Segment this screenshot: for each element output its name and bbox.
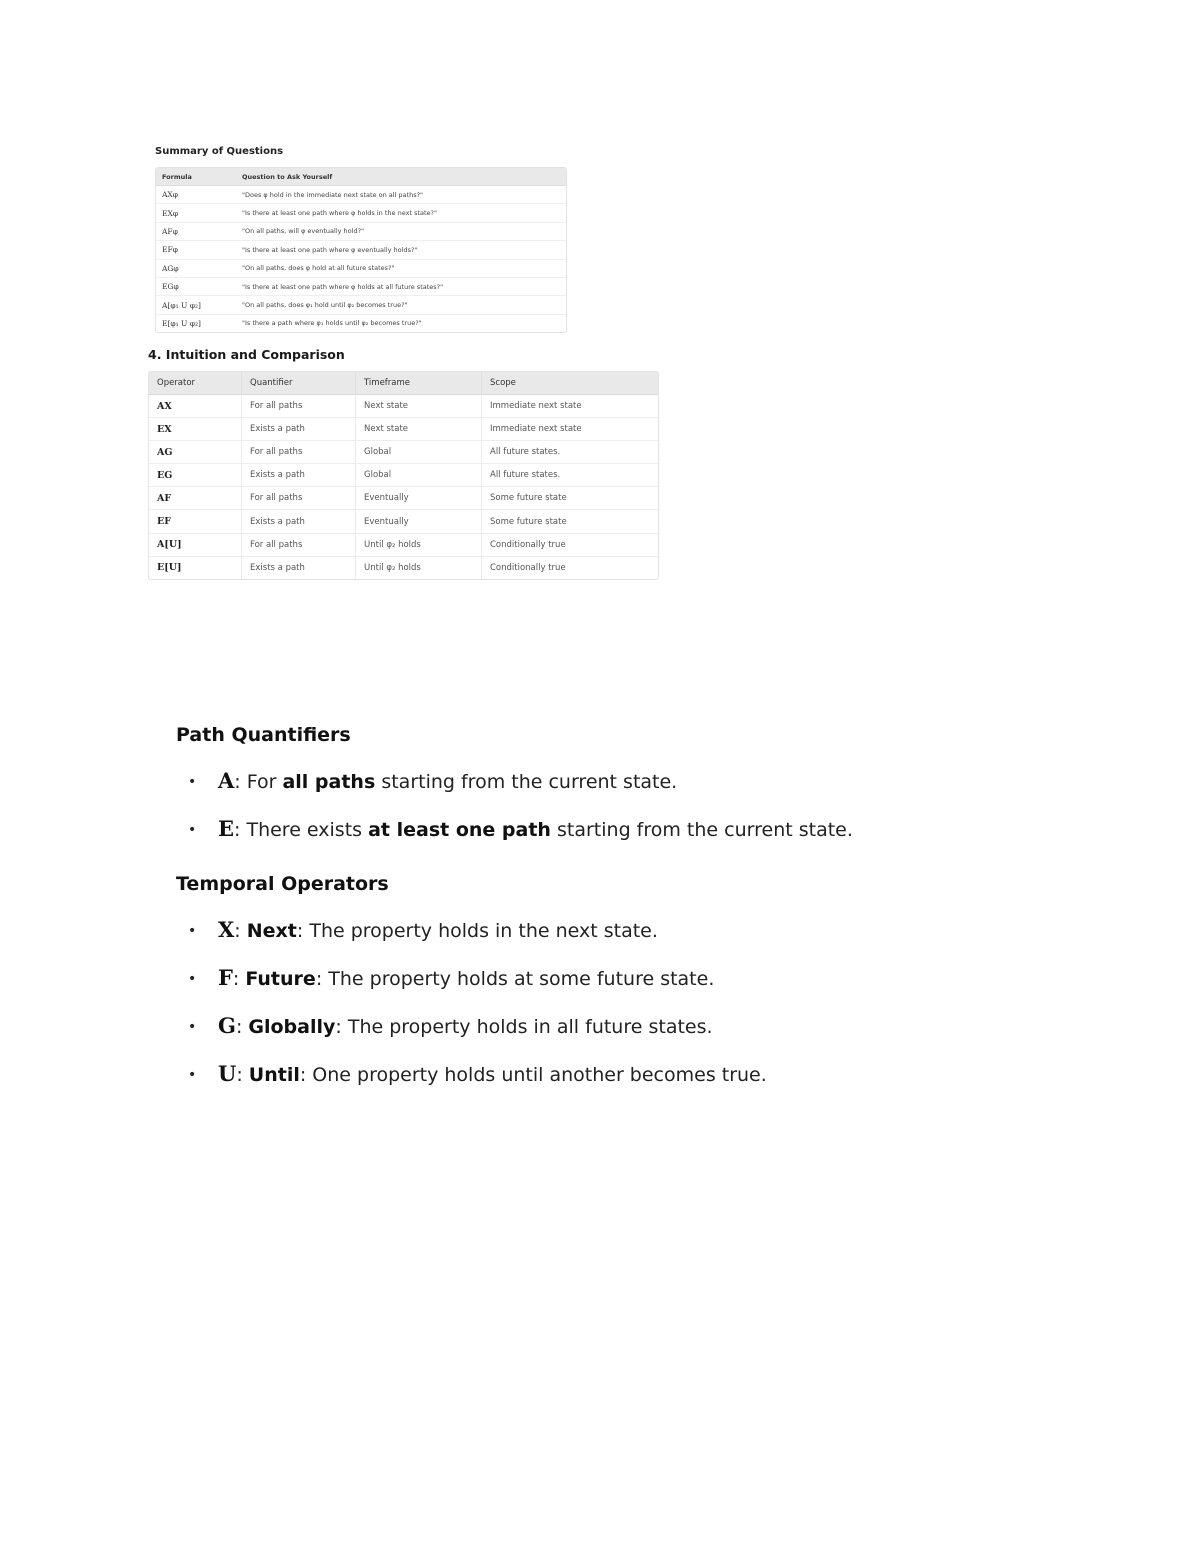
operator-cell: EG: [149, 464, 241, 487]
table-row: [149, 557, 658, 579]
item-bold-term: all paths: [282, 771, 376, 793]
symbol: X: [218, 917, 235, 942]
bullet: •: [188, 1019, 197, 1035]
list-item: [188, 816, 853, 841]
operator-cell: E[U]: [157, 562, 182, 574]
item-bold-term: Next: [246, 920, 297, 942]
scope-cell: Conditionally true: [481, 534, 658, 557]
quantifier-cell: For all paths: [241, 487, 355, 510]
item-text: : For: [234, 771, 283, 793]
table-row: [156, 315, 566, 332]
operator-cell: EX: [149, 418, 241, 441]
item-text: :: [234, 920, 247, 942]
quantifier-cell: Exists a path: [241, 418, 355, 441]
summary-table: [155, 167, 567, 333]
item-bold-term: Globally: [248, 1016, 336, 1038]
item-bold-term: at least one path: [368, 819, 551, 841]
section-heading: 4. Intuition and Comparison: [148, 347, 345, 362]
table-row: [149, 395, 658, 418]
item-text: :: [232, 968, 246, 990]
scope-cell: Immediate next state: [481, 418, 658, 441]
question-cell: "Does φ hold in the immediate next state on all paths?": [236, 186, 566, 204]
column-header: Quantifier: [241, 372, 355, 395]
timeframe-cell: Next state: [355, 418, 481, 441]
symbol: F: [218, 965, 233, 990]
table-row: [156, 260, 566, 278]
operator-cell: AG: [149, 441, 241, 464]
bullet: •: [188, 971, 197, 987]
scope-cell: Conditionally true: [481, 557, 658, 579]
bullet: •: [188, 774, 197, 790]
list-item: [188, 768, 677, 793]
table-row: [149, 441, 658, 464]
scope-cell: All future states.: [481, 464, 658, 487]
scope-cell: Immediate next state: [481, 395, 658, 418]
operator-cell: EF: [149, 510, 241, 533]
formula-cell: A[φ₁ U φ₂]: [156, 296, 236, 314]
formula-cell: AFφ: [156, 223, 236, 241]
bullet: •: [188, 1067, 197, 1083]
question-cell: "Is there a path where φ₁ holds until φ₂ becomes true?": [242, 319, 422, 328]
item-text: : There exists: [234, 819, 369, 841]
operator-cell: A[U]: [149, 534, 241, 557]
path-quantifiers-heading: Path Quantifiers: [176, 724, 351, 746]
table-row: [156, 204, 566, 222]
comparison-table: [148, 371, 659, 580]
table-row: [156, 278, 566, 296]
list-item: [188, 1013, 713, 1038]
bullet: •: [188, 923, 197, 939]
item-text: : One property holds until another becomes true.: [299, 1064, 767, 1086]
table-row: [156, 223, 566, 241]
quantifier-cell: Exists a path: [241, 464, 355, 487]
timeframe-cell: Until φ₂ holds: [355, 534, 481, 557]
formula-cell: AGφ: [156, 260, 236, 278]
table-row: [149, 534, 658, 557]
scope-cell: Some future state: [481, 487, 658, 510]
table-row: [149, 418, 658, 441]
item-text: :: [235, 1016, 249, 1038]
quantifier-cell: For all paths: [241, 534, 355, 557]
table-header-row: [149, 372, 658, 395]
table-row: [156, 296, 566, 314]
quantifier-cell: Exists a path: [241, 557, 355, 579]
item-bold-term: Until: [248, 1064, 300, 1086]
list-item: [188, 1061, 767, 1086]
table-row: [156, 186, 566, 204]
operator-cell: AX: [149, 395, 241, 418]
table-row: [156, 241, 566, 259]
table-row: [149, 464, 658, 487]
timeframe-cell: Next state: [355, 395, 481, 418]
formula-cell: EGφ: [156, 278, 236, 296]
list-item: [188, 917, 658, 942]
scope-cell: All future states.: [481, 441, 658, 464]
column-header: Question to Ask Yourself: [236, 168, 566, 186]
scope-cell: Some future state: [481, 510, 658, 533]
item-text: :: [236, 1064, 249, 1086]
formula-cell: EFφ: [156, 241, 236, 259]
table-row: [149, 487, 658, 510]
operator-cell: AF: [149, 487, 241, 510]
question-cell: "Is there at least one path where φ eventually holds?": [236, 241, 566, 259]
quantifier-cell: Exists a path: [241, 510, 355, 533]
summary-title: Summary of Questions: [155, 146, 284, 157]
question-cell: "Is there at least one path where φ holds in the next state?": [236, 204, 566, 222]
list-item: [188, 965, 714, 990]
item-text: : The property holds at some future state.: [315, 968, 715, 990]
column-header: Scope: [481, 372, 658, 395]
formula-cell: AXφ: [156, 186, 236, 204]
item-text: : The property holds in the next state.: [296, 920, 658, 942]
symbol: G: [218, 1013, 236, 1038]
timeframe-cell: Global: [355, 441, 481, 464]
item-text: starting from the current state.: [550, 819, 853, 841]
timeframe-cell: Eventually: [355, 487, 481, 510]
symbol: E: [218, 816, 235, 841]
item-text: starting from the current state.: [375, 771, 678, 793]
formula-cell: EXφ: [156, 204, 236, 222]
timeframe-cell: Until φ₂ holds: [355, 557, 481, 579]
quantifier-cell: For all paths: [241, 441, 355, 464]
timeframe-cell: Global: [355, 464, 481, 487]
timeframe-cell: Eventually: [355, 510, 481, 533]
symbol: U: [218, 1061, 237, 1086]
quantifier-cell: For all paths: [241, 395, 355, 418]
column-header: Operator: [149, 372, 241, 395]
symbol: A: [218, 768, 235, 793]
table-header-row: [156, 168, 566, 186]
temporal-operators-heading: Temporal Operators: [176, 873, 389, 895]
item-bold-term: Future: [245, 968, 316, 990]
table-row: [149, 510, 658, 533]
question-cell: "Is there at least one path where φ holds at all future states?": [236, 278, 566, 296]
question-cell: "On all paths, does φ₁ hold until φ₂ becomes true?": [236, 296, 566, 314]
column-header: Timeframe: [355, 372, 481, 395]
column-header: Formula: [156, 168, 236, 186]
question-cell: "On all paths, does φ hold at all future states?": [236, 260, 566, 278]
item-text: : The property holds in all future states.: [335, 1016, 713, 1038]
formula-cell: E[φ₁ U φ₂]: [162, 318, 201, 328]
question-cell: "On all paths, will φ eventually hold?": [236, 223, 566, 241]
bullet: •: [188, 822, 197, 838]
